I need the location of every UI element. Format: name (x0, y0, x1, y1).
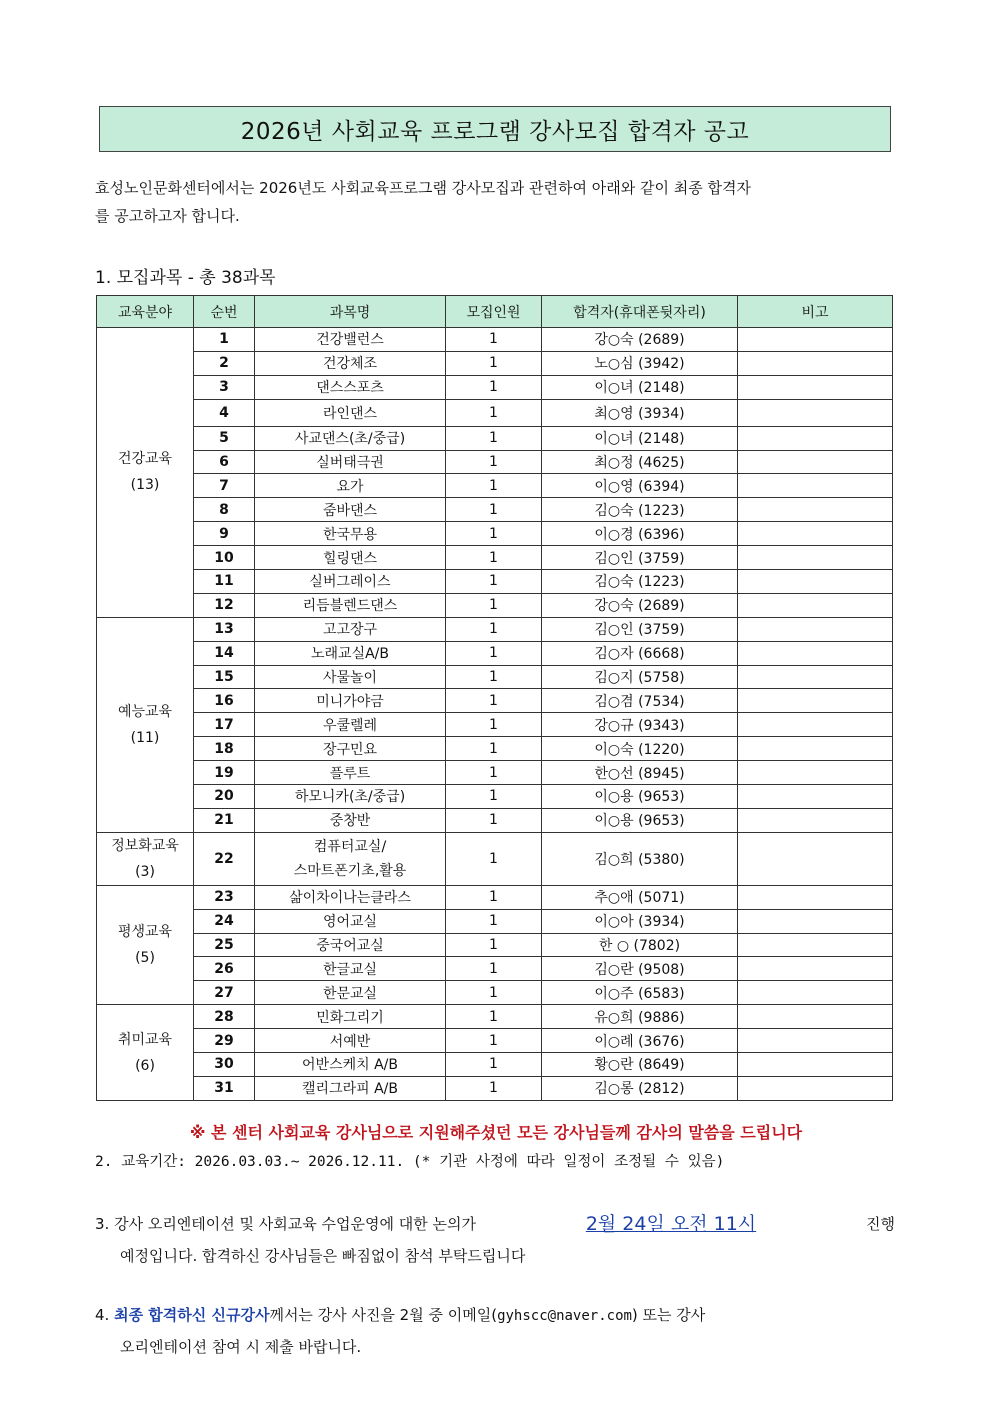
note-cell (738, 933, 893, 957)
selected-person-cell: 이○례 (3676) (542, 1029, 738, 1053)
row-number: 4 (194, 399, 255, 426)
subject-cell: 실버그레이스 (255, 570, 446, 594)
note-cell (738, 761, 893, 785)
subject-cell: 민화그리기 (255, 1005, 446, 1029)
table-row (97, 761, 893, 785)
table-row (97, 885, 893, 909)
subject-cell: 캘리그라피 A/B (255, 1076, 446, 1100)
category-count: (11) (130, 729, 160, 746)
recruit-count-cell: 1 (446, 450, 542, 474)
selected-person-cell: 김○인 (3759) (542, 546, 738, 570)
note-cell (738, 1076, 893, 1100)
category-name: 정보화교육 (111, 837, 179, 854)
note-cell (738, 375, 893, 399)
note-cell (738, 909, 893, 933)
recruit-count-cell: 1 (446, 399, 542, 426)
recruit-count-cell: 1 (446, 1029, 542, 1053)
selected-person-cell: 김○숙 (1223) (542, 570, 738, 594)
header-category: 교육분야 (97, 296, 194, 328)
table-row (97, 1005, 893, 1029)
selected-person-cell: 노○심 (3942) (542, 351, 738, 375)
table-row (97, 933, 893, 957)
note-cell (738, 689, 893, 713)
recruit-count-cell: 1 (446, 351, 542, 375)
subject-cell: 미니가야금 (255, 689, 446, 713)
recruit-count-cell: 1 (446, 1053, 542, 1077)
note-cell (738, 498, 893, 522)
subject-cell: 한글교실 (255, 957, 446, 981)
subject-line-1: 컴퓨터교실/ (313, 838, 387, 855)
note-cell (738, 885, 893, 909)
row-number: 13 (194, 617, 255, 641)
note-cell (738, 785, 893, 809)
selected-person-cell: 김○지 (5758) (542, 665, 738, 689)
note-cell (738, 522, 893, 546)
recruit-count-cell: 1 (446, 909, 542, 933)
row-number: 22 (194, 832, 255, 885)
table-row (97, 1076, 893, 1100)
email-link[interactable]: gyhscc@naver.com (497, 1308, 632, 1324)
category-count: (3) (135, 863, 155, 880)
recruit-count-cell: 1 (446, 885, 542, 909)
section-4-text: 께서는 강사 사진을 2월 중 이메일( (269, 1306, 498, 1324)
section-3-line-2: 예정입니다. 합격하신 강사님들은 빠짐없이 참석 부탁드립니다 (120, 1247, 526, 1265)
subject-line-2: 스마트폰기초,활용 (293, 862, 407, 879)
selected-person-cell: 최○영 (3934) (542, 399, 738, 426)
table-row (97, 713, 893, 737)
row-number: 17 (194, 713, 255, 737)
section-4-prefix: 4. (95, 1306, 110, 1324)
recruit-count-cell: 1 (446, 808, 542, 832)
section-3-orientation (95, 1208, 895, 1272)
selected-person-cell: 김○자 (6668) (542, 641, 738, 665)
subject-cell: 라인댄스 (255, 399, 446, 426)
row-number: 21 (194, 808, 255, 832)
note-cell (738, 1005, 893, 1029)
row-number: 26 (194, 957, 255, 981)
table-row (97, 546, 893, 570)
row-number: 24 (194, 909, 255, 933)
row-number: 2 (194, 351, 255, 375)
row-number: 11 (194, 570, 255, 594)
recruit-count-cell: 1 (446, 522, 542, 546)
section-3-prefix: 3. 강사 오리엔테이션 및 사회교육 수업운영에 대한 논의가 (95, 1215, 476, 1233)
subject-cell: 노래교실A/B (255, 641, 446, 665)
note-cell (738, 351, 893, 375)
selected-person-cell: 김○숙 (1223) (542, 498, 738, 522)
table-row (97, 1053, 893, 1077)
subject-cell: 줌바댄스 (255, 498, 446, 522)
category-cell (97, 885, 194, 1004)
recruit-count-cell: 1 (446, 832, 542, 885)
selected-person-cell: 유○희 (9886) (542, 1005, 738, 1029)
table-row (97, 689, 893, 713)
subject-cell: 어반스케치 A/B (255, 1053, 446, 1077)
subject-cell: 중창반 (255, 808, 446, 832)
subject-cell: 서예반 (255, 1029, 446, 1053)
table-row (97, 593, 893, 617)
recruit-count-cell: 1 (446, 641, 542, 665)
subject-cell: 하모니카(초/중급) (255, 785, 446, 809)
row-number: 18 (194, 737, 255, 761)
section-3-suffix: 진행 (866, 1215, 895, 1233)
subject-cell: 리듬블렌드댄스 (255, 593, 446, 617)
header-note: 비고 (738, 296, 893, 328)
table-row (97, 832, 893, 885)
subject-cell: 요가 (255, 474, 446, 498)
recruit-count-cell: 1 (446, 328, 542, 352)
header-subject: 과목명 (255, 296, 446, 328)
table-row (97, 570, 893, 594)
category-cell (97, 617, 194, 832)
subject-cell: 삶이차이나는클라스 (255, 885, 446, 909)
selected-person-cell: 김○겸 (7534) (542, 689, 738, 713)
selected-person-cell: 이○주 (6583) (542, 981, 738, 1005)
results-table (96, 295, 893, 1101)
recruit-count-cell: 1 (446, 593, 542, 617)
section-4-text-2: ) 또는 강사 (631, 1306, 706, 1324)
note-cell (738, 426, 893, 450)
table-header-row (97, 296, 893, 328)
note-cell (738, 641, 893, 665)
selected-person-cell: 이○아 (3934) (542, 909, 738, 933)
row-number: 31 (194, 1076, 255, 1100)
subject-cell: 한국무용 (255, 522, 446, 546)
selected-person-cell: 이○영 (6394) (542, 474, 738, 498)
row-number: 3 (194, 375, 255, 399)
intro-paragraph (95, 174, 895, 230)
recruit-count-cell: 1 (446, 426, 542, 450)
intro-line-1: 효성노인문화센터에서는 2026년도 사회교육프로그램 강사모집과 관련하여 아래와 같이 최종 합격자 (95, 179, 751, 197)
row-number: 19 (194, 761, 255, 785)
row-number: 8 (194, 498, 255, 522)
table-row (97, 522, 893, 546)
thanks-notice: ※ 본 센터 사회교육 강사님으로 지원해주셨던 모든 강사님들께 감사의 말씀을 드립니다 (189, 1123, 803, 1142)
table-row (97, 328, 893, 352)
note-cell (738, 832, 893, 885)
selected-person-cell: 이○녀 (2148) (542, 426, 738, 450)
row-number: 14 (194, 641, 255, 665)
table-row (97, 981, 893, 1005)
selected-person-cell: 김○인 (3759) (542, 617, 738, 641)
recruit-count-cell: 1 (446, 713, 542, 737)
recruit-count-cell: 1 (446, 1076, 542, 1100)
selected-person-cell: 이○용 (9653) (542, 785, 738, 809)
header-recruit-count: 모집인원 (446, 296, 542, 328)
selected-person-cell: 김○롱 (2812) (542, 1076, 738, 1100)
selected-person-cell: 이○용 (9653) (542, 808, 738, 832)
row-number: 25 (194, 933, 255, 957)
table-row (97, 641, 893, 665)
subject-cell: 중국어교실 (255, 933, 446, 957)
category-count: (6) (135, 1057, 155, 1074)
recruit-count-cell: 1 (446, 957, 542, 981)
new-instructor-highlight: 최종 합격하신 신규강사 (114, 1306, 270, 1324)
recruit-count-cell: 1 (446, 498, 542, 522)
subject-cell: 우쿨렐레 (255, 713, 446, 737)
intro-line-2: 를 공고하고자 합니다. (95, 207, 240, 225)
table-row (97, 474, 893, 498)
category-name: 취미교육 (117, 1031, 173, 1048)
table-row (97, 665, 893, 689)
recruit-count-cell: 1 (446, 933, 542, 957)
note-cell (738, 328, 893, 352)
table-row (97, 785, 893, 809)
subject-cell: 장구민요 (255, 737, 446, 761)
note-cell (738, 570, 893, 594)
recruit-count-cell: 1 (446, 761, 542, 785)
subject-cell: 건강밸런스 (255, 328, 446, 352)
note-cell (738, 546, 893, 570)
note-cell (738, 617, 893, 641)
category-cell (97, 832, 194, 885)
subject-cell: 댄스스포츠 (255, 375, 446, 399)
note-cell (738, 957, 893, 981)
selected-person-cell: 황○란 (8649) (542, 1053, 738, 1077)
recruit-count-cell: 1 (446, 474, 542, 498)
subject-cell: 고고장구 (255, 617, 446, 641)
recruit-count-cell: 1 (446, 617, 542, 641)
row-number: 20 (194, 785, 255, 809)
selected-person-cell: 이○숙 (1220) (542, 737, 738, 761)
subject-cell: 사교댄스(초/중급) (255, 426, 446, 450)
subject-cell: 한문교실 (255, 981, 446, 1005)
table-row (97, 957, 893, 981)
note-cell (738, 450, 893, 474)
note-cell (738, 1053, 893, 1077)
recruit-count-cell: 1 (446, 981, 542, 1005)
table-row (97, 450, 893, 474)
row-number: 12 (194, 593, 255, 617)
table-row (97, 617, 893, 641)
table-row (97, 399, 893, 426)
header-number: 순번 (194, 296, 255, 328)
category-count: (13) (130, 477, 160, 494)
selected-person-cell: 이○경 (6396) (542, 522, 738, 546)
row-number: 15 (194, 665, 255, 689)
row-number: 1 (194, 328, 255, 352)
category-cell (97, 328, 194, 618)
note-cell (738, 808, 893, 832)
table-row (97, 426, 893, 450)
note-cell (738, 1029, 893, 1053)
row-number: 28 (194, 1005, 255, 1029)
category-name: 예능교육 (117, 703, 173, 720)
subject-cell: 사물놀이 (255, 665, 446, 689)
selected-person-cell: 강○숙 (2689) (542, 593, 738, 617)
selected-person-cell: 김○란 (9508) (542, 957, 738, 981)
orientation-datetime: 2월 24일 오전 11시 (585, 1213, 757, 1235)
category-name: 건강교육 (117, 451, 173, 468)
page-title: 2026년 사회교육 프로그램 강사모집 합격자 공고 (99, 106, 891, 152)
table-row (97, 808, 893, 832)
selected-person-cell: 이○녀 (2148) (542, 375, 738, 399)
section-4-photo (95, 1300, 895, 1363)
note-cell (738, 737, 893, 761)
selected-person-cell: 한 ○ (7802) (542, 933, 738, 957)
note-cell (738, 665, 893, 689)
table-row (97, 375, 893, 399)
subject-cell: 건강체조 (255, 351, 446, 375)
section-4-line-2: 오리엔테이션 참여 시 제출 바랍니다. (120, 1338, 362, 1356)
row-number: 5 (194, 426, 255, 450)
row-number: 27 (194, 981, 255, 1005)
row-number: 9 (194, 522, 255, 546)
recruit-count-cell: 1 (446, 546, 542, 570)
category-name: 평생교육 (117, 924, 173, 941)
recruit-count-cell: 1 (446, 1005, 542, 1029)
header-selected-person: 합격자(휴대폰뒷자리) (542, 296, 738, 328)
recruit-count-cell: 1 (446, 375, 542, 399)
table-row (97, 498, 893, 522)
row-number: 10 (194, 546, 255, 570)
row-number: 23 (194, 885, 255, 909)
note-cell (738, 474, 893, 498)
note-cell (738, 981, 893, 1005)
section-1-heading: 1. 모집과목 - 총 38과목 (95, 268, 276, 288)
subject-cell: 실버태극권 (255, 450, 446, 474)
section-2-period: 2. 교육기간: 2026.03.03.~ 2026.12.11. (* 기관 사정에 따라 일정이 조정될 수 있음) (95, 1154, 725, 1170)
note-cell (738, 713, 893, 737)
category-count: (5) (135, 950, 155, 967)
selected-person-cell: 강○숙 (2689) (542, 328, 738, 352)
note-cell (738, 593, 893, 617)
subject-cell: 힐링댄스 (255, 546, 446, 570)
selected-person-cell: 한○선 (8945) (542, 761, 738, 785)
recruit-count-cell: 1 (446, 665, 542, 689)
recruit-count-cell: 1 (446, 570, 542, 594)
selected-person-cell: 강○규 (9343) (542, 713, 738, 737)
row-number: 7 (194, 474, 255, 498)
table-row (97, 737, 893, 761)
note-cell (738, 399, 893, 426)
selected-person-cell: 추○애 (5071) (542, 885, 738, 909)
recruit-count-cell: 1 (446, 737, 542, 761)
row-number: 30 (194, 1053, 255, 1077)
table-row (97, 909, 893, 933)
subject-cell (255, 832, 446, 885)
recruit-count-cell: 1 (446, 689, 542, 713)
row-number: 16 (194, 689, 255, 713)
row-number: 6 (194, 450, 255, 474)
row-number: 29 (194, 1029, 255, 1053)
table-row (97, 351, 893, 375)
selected-person-cell: 김○희 (5380) (542, 832, 738, 885)
category-cell (97, 1005, 194, 1101)
table-row (97, 1029, 893, 1053)
subject-cell: 영어교실 (255, 909, 446, 933)
recruit-count-cell: 1 (446, 785, 542, 809)
selected-person-cell: 최○정 (4625) (542, 450, 738, 474)
subject-cell: 플루트 (255, 761, 446, 785)
